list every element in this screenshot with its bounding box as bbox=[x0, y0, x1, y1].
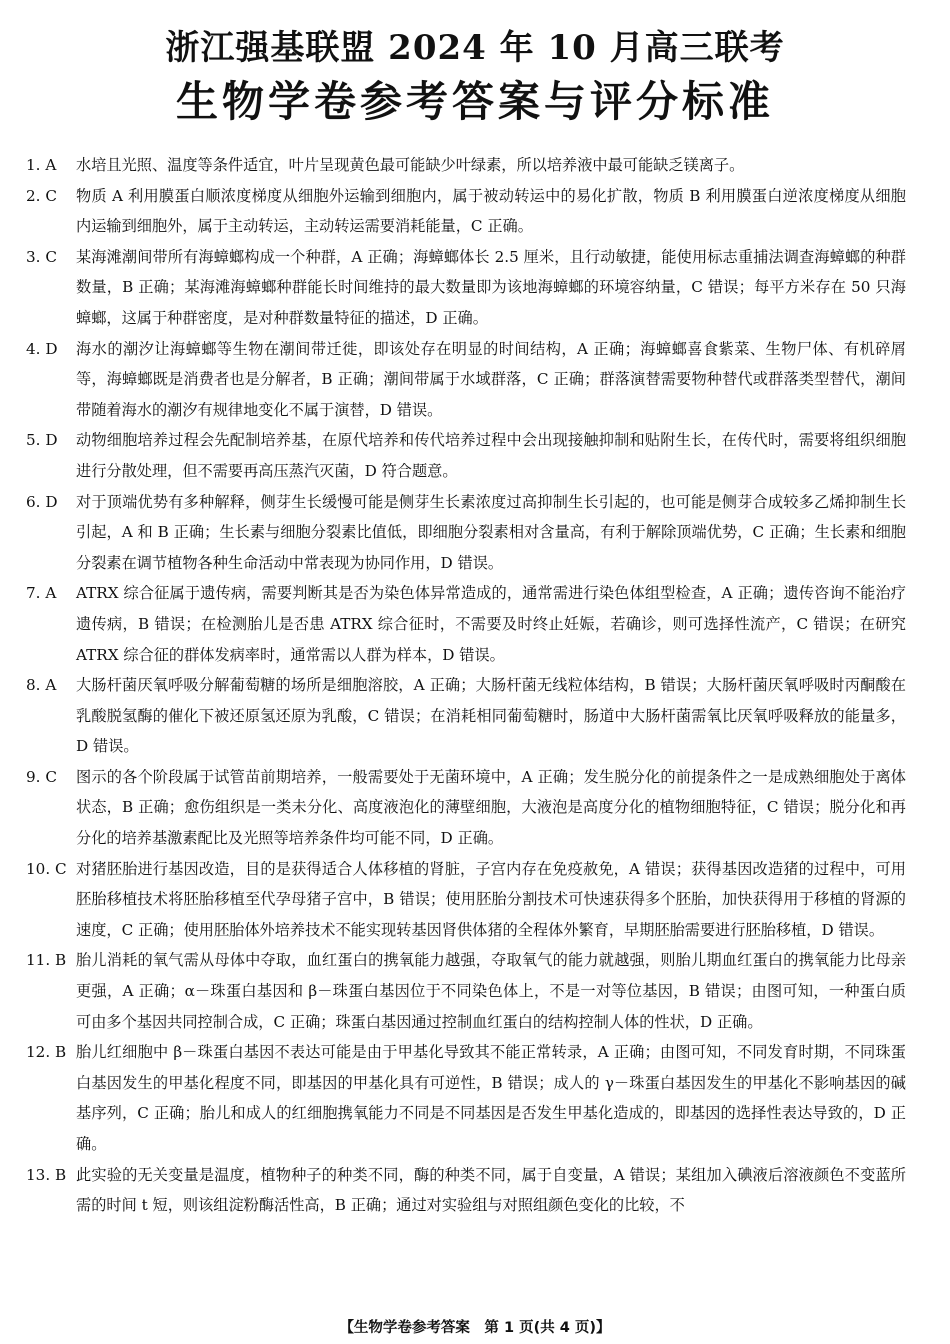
answer-number: 13. B bbox=[26, 1165, 67, 1184]
answer-item-5 bbox=[26, 425, 906, 486]
answer-item-8 bbox=[26, 670, 906, 762]
answer-item-11 bbox=[26, 945, 906, 1037]
answer-number: 4. D bbox=[26, 339, 58, 358]
document-title: 生物学卷参考答案与评分标准 bbox=[175, 77, 774, 126]
answer-explanation: 动物细胞培养过程会先配制培养基，在原代培养和传代培养过程中会出现接触抑制和贴附生长，在传代时，需要将组织细胞进行分散处理，但不需要再高压蒸汽灭菌，D 符合题意。 bbox=[76, 431, 906, 480]
answer-number: 7. A bbox=[26, 584, 57, 603]
answer-explanation: 海水的潮汐让海蟑螂等生物在潮间带迁徙，即该处存在明显的时间结构，A 正确；海蟑螂喜食紫菜、生物尸体、有机碎屑等，海蟑螂既是消费者也是分解者，B 正确；潮间带属于水域群落，C 正确；群落演替需要物种替代或群落类型替代，潮间带随着海水的潮汐有规律地变化不属于演替，D 错误。 bbox=[76, 339, 906, 419]
answer-number: 2. C bbox=[26, 186, 57, 205]
answer-item-12 bbox=[26, 1037, 906, 1159]
answer-explanation: 物质 A 利用膜蛋白顺浓度梯度从细胞外运输到细胞内，属于被动转运中的易化扩散，物质 B 利用膜蛋白逆浓度梯度从细胞内运输到细胞外，属于主动转运，主动转运需要消耗能量，C 正确。 bbox=[76, 186, 906, 236]
answer-explanation: 此实验的无关变量是温度，植物种子的种类不同，酶的种类不同，属于自变量，A 错误；某组加入碘液后溶液颜色不变蓝所需的时间 t 短，则该组淀粉酶活性高，B 正确；通过对实验组与对照组颜色变化的比较，不 bbox=[76, 1165, 906, 1215]
answer-explanation: 胎儿消耗的氧气需从母体中夺取，血红蛋白的携氧能力越强，夺取氧气的能力就越强，则胎儿期血红蛋白的携氧能力比母亲更强，A 正确；α－珠蛋白基因和 β－珠蛋白基因位于不同染色体上，不是一对等位基因，B 错误；由图可知，一种蛋白质可由多个基因共同控制合成，C 正确；珠蛋白基因通过控制血红蛋白的结构控制人体的性状，D 正确。 bbox=[76, 951, 906, 1031]
exam-title: 浙江强基联盟 2024 年 10 月高三联考 bbox=[165, 28, 785, 68]
answer-explanation: 对于顶端优势有多种解释，侧芽生长缓慢可能是侧芽生长素浓度过高抑制生长引起的，也可能是侧芽合成较多乙烯抑制生长引起，A 和 B 正确；生长素与细胞分裂素比值低，即细胞分裂素相对含量高，有利于解除顶端优势，C 正确；生长素和细胞分裂素在调节植物各种生命活动中常表现为协同作用，D 错误。 bbox=[76, 492, 906, 572]
answer-item-13 bbox=[26, 1160, 906, 1221]
answer-number: 9. C bbox=[26, 767, 57, 786]
answer-number: 8. A bbox=[26, 676, 57, 695]
answer-number: 11. B bbox=[26, 951, 67, 970]
answer-item-10 bbox=[26, 854, 906, 946]
answer-item-9 bbox=[26, 762, 906, 854]
answer-number: 3. C bbox=[26, 247, 57, 266]
answer-explanation: 某海滩潮间带所有海蟑螂构成一个种群，A 正确；海蟑螂体长 2.5 厘米，且行动敏捷，能使用标志重捕法调查海蟑螂的种群数量，B 正确；某海滩海蟑螂种群能长时间维持的最大数量即为该地海蟑螂的环境容纳量，C 错误；每平方米存在 50 只海蟑螂，这属于种群密度，是对种群数量特征的描述，D 正确。 bbox=[76, 247, 906, 327]
answer-list bbox=[26, 150, 906, 1221]
answer-explanation: 水培且光照、温度等条件适宜，叶片呈现黄色最可能缺少叶绿素，所以培养液中最可能缺乏镁离子。 bbox=[76, 156, 745, 174]
answer-explanation: 对猪胚胎进行基因改造，目的是获得适合人体移植的肾脏，子宫内存在免疫赦免，A 错误；获得基因改造猪的过程中，可用胚胎移植技术将胚胎移植至代孕母猪子宫中，B 错误；使用胚胎分割技术可快速获得多个胚胎，加快获得用于移植的肾源的速度，C 正确；使用胚胎体外培养技术不能实现转基因肾供体猪的全程体外繁育，早期胚胎需要进行胚胎移植，D 错误。 bbox=[76, 859, 906, 939]
page-footer: 【生物学卷参考答案 第 1 页(共 4 页)】 bbox=[339, 1320, 611, 1336]
answer-number: 12. B bbox=[26, 1043, 67, 1062]
answer-item-7 bbox=[26, 578, 906, 670]
answer-item-4 bbox=[26, 334, 906, 426]
answer-explanation: 图示的各个阶段属于试管苗前期培养，一般需要处于无菌环境中，A 正确；发生脱分化的前提条件之一是成熟细胞处于离体状态，B 正确；愈伤组织是一类未分化、高度液泡化的薄壁细胞，大液泡是高度分化的植物细胞特征，C 错误；脱分化和再分化的培养基激素配比及光照等培养条件均可能不同，D 正确。 bbox=[76, 767, 906, 848]
answer-item-3 bbox=[26, 242, 906, 334]
answer-item-2 bbox=[26, 181, 906, 242]
answer-explanation: ATRX 综合征属于遗传病，需要判断其是否为染色体异常造成的，通常需进行染色体组型检查，A 正确；遗传咨询不能治疗遗传病，B 错误；在检测胎儿是否患 ATRX 综合征时，不需要及时终止妊娠，若确诊，则可选择性流产，C 错误；在研究 ATRX 综合征的群体发病率时，通常需以人群为样本，D 错误。 bbox=[76, 584, 906, 664]
answer-number: 6. D bbox=[26, 492, 58, 511]
answer-item-6 bbox=[26, 487, 906, 579]
answer-explanation: 大肠杆菌厌氧呼吸分解葡萄糖的场所是细胞溶胶，A 正确；大肠杆菌无线粒体结构，B 错误；大肠杆菌厌氧呼吸时丙酮酸在乳酸脱氢酶的催化下被还原氢还原为乳酸，C 错误；在消耗相同葡萄糖时，肠道中大肠杆菌需氧比厌氧呼吸释放的能量多，D 错误。 bbox=[76, 676, 906, 756]
answer-number: 1. A bbox=[26, 156, 57, 174]
answer-number: 10. C bbox=[26, 859, 67, 878]
answer-explanation: 胎儿红细胞中 β－珠蛋白基因不表达可能是由于甲基化导致其不能正常转录，A 正确；由图可知，不同发育时期，不同珠蛋白基因发生的甲基化程度不同，即基因的甲基化具有可逆性，B 错误；成人的 γ－珠蛋白基因发生的甲基化不影响基因的碱基序列，C 正确；胎儿和成人的红细胞携氧能力不同是不同基因是否发生甲基化造成的，即基因的选择性表达导致的，D 正确。 bbox=[76, 1043, 906, 1153]
answer-item-1 bbox=[26, 150, 906, 181]
answer-number: 5. D bbox=[26, 431, 58, 450]
